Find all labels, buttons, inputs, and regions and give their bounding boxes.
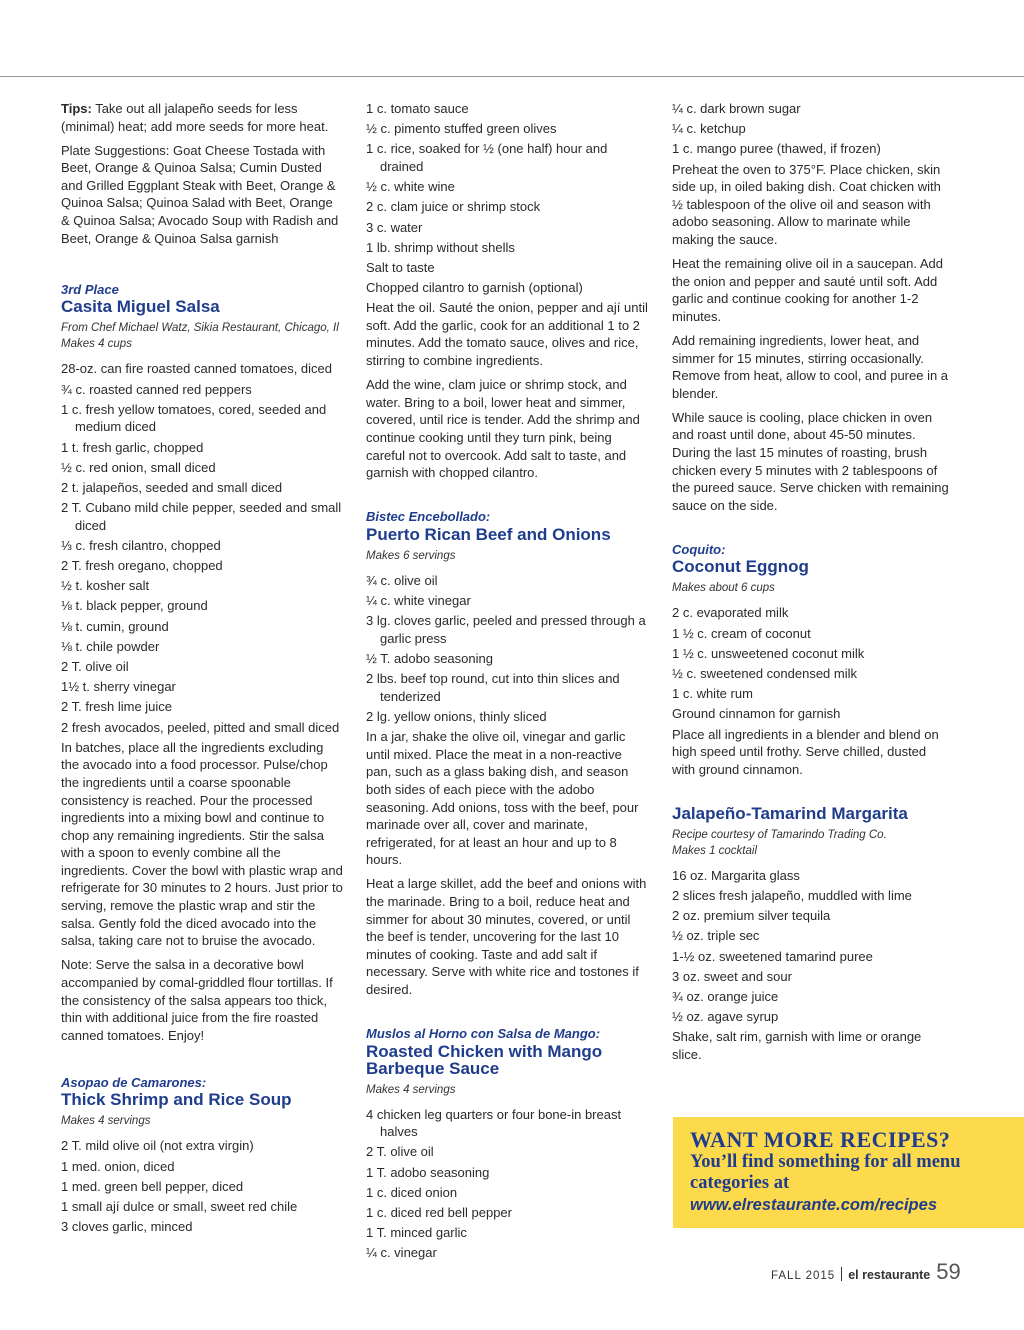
recipe-directions: Shake, salt rim, garnish with lime or orange slice.: [672, 1029, 922, 1062]
recipe-title: Puerto Rican Beef and Onions: [366, 524, 611, 544]
ingredient-item: 3 cloves garlic, minced: [61, 1219, 193, 1235]
ingredient-item: 3 c. water: [366, 219, 423, 235]
ingredient-item: ¾ c. olive oil: [366, 572, 438, 588]
ingredient-list: [366, 100, 650, 297]
ingredient-item: Salt to taste: [366, 259, 435, 275]
ingredient-item: 2 fresh avocados, peeled, pitted and small diced: [61, 719, 340, 735]
tips-paragraph: [61, 100, 343, 135]
ingredient-item: 2 slices fresh jalapeño, muddled with lime: [672, 888, 912, 904]
recipe-title: Thick Shrimp and Rice Soup: [61, 1090, 292, 1110]
promo-subline: You’ll find something for all menu categories at: [690, 1152, 961, 1193]
ingredient-item: 1-½ oz. sweetened tamarind puree: [672, 948, 873, 964]
page-number: 59: [936, 1259, 961, 1284]
ingredient-item: 1 c. tomato sauce: [366, 101, 469, 116]
recipe-source: From Chef Michael Watz, Sikia Restaurant, Chicago, Il: [61, 322, 339, 335]
ingredient-item: 1 ½ c. unsweetened coconut milk: [672, 645, 865, 661]
ingredient-item: ½ c. pimento stuffed green olives: [366, 121, 557, 137]
ingredient-item: Chopped cilantro to garnish (optional): [366, 280, 583, 296]
ingredient-list: [61, 360, 343, 736]
recipe-kicker: Asopao de Camarones:: [61, 1074, 207, 1090]
ingredient-item: ⅓ c. fresh cilantro, chopped: [61, 537, 221, 553]
footer-season: FALL 2015: [771, 1270, 836, 1282]
ingredient-item: 2 T. Cubano mild chile pepper, seeded and small diced: [61, 500, 342, 533]
column-1: [61, 100, 343, 1238]
recipe-directions: Heat the remaining olive oil in a saucepan. Add the onion and pepper and sauté until soft. Add garlic and continue cooking for another 1-2 minutes.: [672, 256, 944, 324]
ingredient-item: ⅛ t. cumin, ground: [61, 618, 169, 634]
header-rule: [0, 76, 1024, 77]
ingredient-item: ½ oz. triple sec: [672, 928, 760, 944]
ingredient-item: 1 lb. shrimp without shells: [366, 239, 515, 255]
ingredient-item: 1 ½ c. cream of coconut: [672, 625, 811, 641]
recipe-kicker: Bistec Encebollado:: [366, 509, 491, 525]
ingredient-item: 1½ t. sherry vinegar: [61, 679, 176, 695]
ingredient-item: 3 oz. sweet and sour: [672, 968, 792, 984]
ingredient-item: 1 t. fresh garlic, chopped: [61, 439, 204, 455]
recipe-title: Jalapeño-Tamarind Margarita: [672, 803, 908, 823]
ingredient-item: 2 T. fresh oregano, chopped: [61, 558, 223, 574]
recipe-yield: Makes 4 servings: [366, 1083, 456, 1096]
recipe-kicker: 3rd Place: [61, 281, 119, 297]
ingredient-item: 2 T. fresh lime juice: [61, 699, 173, 715]
recipe-directions: Add the wine, clam juice or shrimp stock, and water. Bring to a boil, lower heat and simmer, covered, until rice is tender. Add the shrimp and continue cooking until they turn pink, being careful not to overcook. Add salt to taste, and garnish with chopped cilantro.: [366, 377, 640, 481]
ingredient-item: ¾ c. roasted canned red peppers: [61, 381, 252, 397]
more-recipes-promo: [673, 1117, 1024, 1228]
recipe-yield: Makes about 6 cups: [672, 582, 775, 595]
plate-suggestions: Plate Suggestions: Goat Cheese Tostada with Beet, Orange & Quinoa Salsa; Cumin Dusted and Grilled Eggplant Steak with Beet, Orange & Quinoa Salsa; Quinoa Salad with Beet, Orange & Quinoa Salsa; Avocado Soup with Radish and Beet, Orange & Quinoa Salsa garnish: [61, 142, 339, 246]
ingredient-item: 1 T. adobo seasoning: [366, 1164, 490, 1180]
recipe-directions: Preheat the oven to 375°F. Place chicken, skin side up, in oiled baking dish. Coat chicken with ½ tablespoon of the olive oil and season with adobo seasoning. Allow to marinate while making the sauce.: [672, 161, 941, 247]
ingredient-item: 1 c. diced red bell pepper: [366, 1204, 512, 1220]
tips-label: Tips:: [61, 101, 92, 116]
recipe-kicker: Coquito:: [672, 541, 726, 557]
ingredient-item: 2 lg. yellow onions, thinly sliced: [366, 708, 547, 724]
promo-url-link[interactable]: www.elrestaurante.com/recipes: [690, 1196, 937, 1214]
ingredient-item: 2 oz. premium silver tequila: [672, 908, 831, 924]
page-footer: [771, 1259, 1011, 1285]
recipe-yield: Makes 4 cups: [61, 338, 132, 351]
ingredient-item: ½ oz. agave syrup: [672, 1009, 779, 1025]
ingredient-list: [672, 100, 950, 158]
ingredient-item: 2 T. mild olive oil (not extra virgin): [61, 1138, 254, 1154]
ingredient-item: 4 chicken leg quarters or four bone-in breast halves: [366, 1106, 622, 1140]
footer-divider: [841, 1267, 842, 1281]
ingredient-list: [366, 1106, 650, 1262]
ingredient-item: 2 lbs. beef top round, cut into thin slices and tenderized: [366, 671, 620, 704]
promo-headline: WANT MORE RECIPES?: [690, 1127, 951, 1152]
column-3: [672, 100, 950, 1070]
ingredient-list: [672, 867, 950, 1026]
recipe-kicker: Muslos al Horno con Salsa de Mango:: [366, 1026, 601, 1042]
ingredient-item: 1 c. diced onion: [366, 1184, 458, 1200]
recipe-title: Coconut Eggnog: [672, 557, 809, 577]
recipe-directions: In batches, place all the ingredients excluding the avocado into a food processor. Pulse/chop the ingredients until a coarse spoonable consistency is reached. Pour the processed ingredients into a mixing bowl and continue to chop any remaining ingredients. Stir the salsa with a spoon to evenly combine all the ingredients. Cover the bowl with plastic wrap and refrigerate for 30 minutes to 2 hours. Just prior to serving, remove the plastic wrap and stir the salsa. Gently fold the diced avocado into the salsa, taking care not to bruise the avocado.: [61, 739, 343, 949]
ingredient-item: ½ c. sweetened condensed milk: [672, 666, 857, 681]
ingredient-item: ¼ c. dark brown sugar: [672, 101, 801, 116]
ingredient-item: 1 c. rice, soaked for ½ (one half) hour and drained: [366, 141, 608, 174]
ingredient-item: 1 c. fresh yellow tomatoes, cored, seeded and medium diced: [61, 401, 327, 435]
ingredient-item: 2 c. evaporated milk: [672, 605, 789, 621]
ingredient-item: 1 T. minced garlic: [366, 1225, 467, 1241]
recipe-title: Casita Miguel Salsa: [61, 297, 220, 317]
ingredient-item: 2 T. olive oil: [366, 1144, 434, 1160]
recipe-title: Roasted Chicken with Mango Barbeque Sauce: [366, 1041, 603, 1078]
recipe-directions: In a jar, shake the olive oil, vinegar and garlic until mixed. Place the meat in a non-reactive pan, such as a glass baking dish, and season both sides of each piece with the adobo seasoning. Add onions, toss with the beef, pour marinade over all, cover and marinate, refrigerated, for at least an hour and up to 8 hours.: [366, 729, 639, 868]
ingredient-item: ½ T. adobo seasoning: [366, 650, 493, 666]
ingredient-item: ½ c. red onion, small diced: [61, 459, 216, 475]
recipe-source: Recipe courtesy of Tamarindo Trading Co.: [672, 828, 887, 841]
ingredient-item: ½ c. white wine: [366, 179, 455, 195]
ingredient-item: ¼ c. white vinegar: [366, 593, 471, 608]
ingredient-item: ¼ c. ketchup: [672, 121, 746, 137]
ingredient-item: ¾ oz. orange juice: [672, 988, 779, 1004]
ingredient-item: 2 c. clam juice or shrimp stock: [366, 199, 541, 215]
ingredient-item: 1 med. green bell pepper, diced: [61, 1178, 244, 1194]
tips-text: Take out all jalapeño seeds for less (minimal) heat; add more seeds for more heat.: [61, 101, 329, 134]
recipe-note: Note: Serve the salsa in a decorative bowl accompanied by comal-griddled flour tortillas. If the consistency of the salsa appears too thick, thin with additional juice from the fire roasted canned tomatoes. Enjoy!: [61, 957, 333, 1043]
recipe-yield: Makes 6 servings: [366, 549, 456, 562]
ingredient-item: 1 small ají dulce or small, sweet red chile: [61, 1198, 298, 1214]
ingredient-item: 1 c. white rum: [672, 686, 753, 702]
ingredient-list: [366, 572, 650, 726]
footer-magazine-name: el restaurante: [848, 1268, 931, 1282]
ingredient-item: ⅛ t. black pepper, ground: [61, 598, 208, 614]
recipe-directions: Add remaining ingredients, lower heat, and simmer for 15 minutes, stirring occasionally. Remove from heat, allow to cool, and puree in a blender.: [672, 332, 949, 401]
column-2: [366, 100, 650, 1265]
ingredient-item: 2 T. olive oil: [61, 658, 129, 674]
ingredient-item: Ground cinnamon for garnish: [672, 706, 841, 722]
ingredient-item: ½ t. kosher salt: [61, 578, 150, 594]
ingredient-item: 2 t. jalapeños, seeded and small diced: [61, 479, 283, 495]
ingredient-item: 3 lg. cloves garlic, peeled and pressed through a garlic press: [366, 613, 646, 646]
ingredient-list: [672, 604, 950, 723]
recipe-directions: Place all ingredients in a blender and blend on high speed until frothy. Serve chilled, dusted with ground cinnamon.: [672, 726, 939, 777]
ingredient-item: ¼ c. vinegar: [366, 1245, 437, 1261]
recipe-yield: Makes 1 cocktail: [672, 844, 758, 857]
ingredient-item: 28-oz. can fire roasted canned tomatoes, diced: [61, 361, 332, 377]
recipe-directions: While sauce is cooling, place chicken in oven and roast until done, about 45-50 minutes. During the last 15 minutes of roasting, brush chicken every 5 minutes with 2 tablespoons of the pureed sauce. Serve chicken with remaining sauce on the side.: [672, 409, 949, 513]
ingredient-item: 1 c. mango puree (thawed, if frozen): [672, 141, 881, 157]
ingredient-list: [61, 1137, 343, 1235]
ingredient-item: 1 med. onion, diced: [61, 1158, 175, 1174]
recipe-directions: Heat the oil. Sauté the onion, pepper and ají until soft. Add the garlic, cook for an additional 1 to 2 minutes. Add the tomato sauce, olives and rice, stirring to combine ingredients.: [366, 300, 648, 369]
recipe-yield: Makes 4 servings: [61, 1115, 151, 1128]
ingredient-item: ⅛ t. chile powder: [61, 638, 160, 654]
recipe-directions: Heat a large skillet, add the beef and onions with the marinade. Bring to a boil, reduce heat and simmer for about 30 minutes, covered, or until the beef is tender, uncovering for the last 10 minutes of cooking. Taste and add salt if necessary. Serve with white rice and tostones if desired.: [366, 876, 647, 997]
ingredient-item: 16 oz. Margarita glass: [672, 867, 800, 883]
